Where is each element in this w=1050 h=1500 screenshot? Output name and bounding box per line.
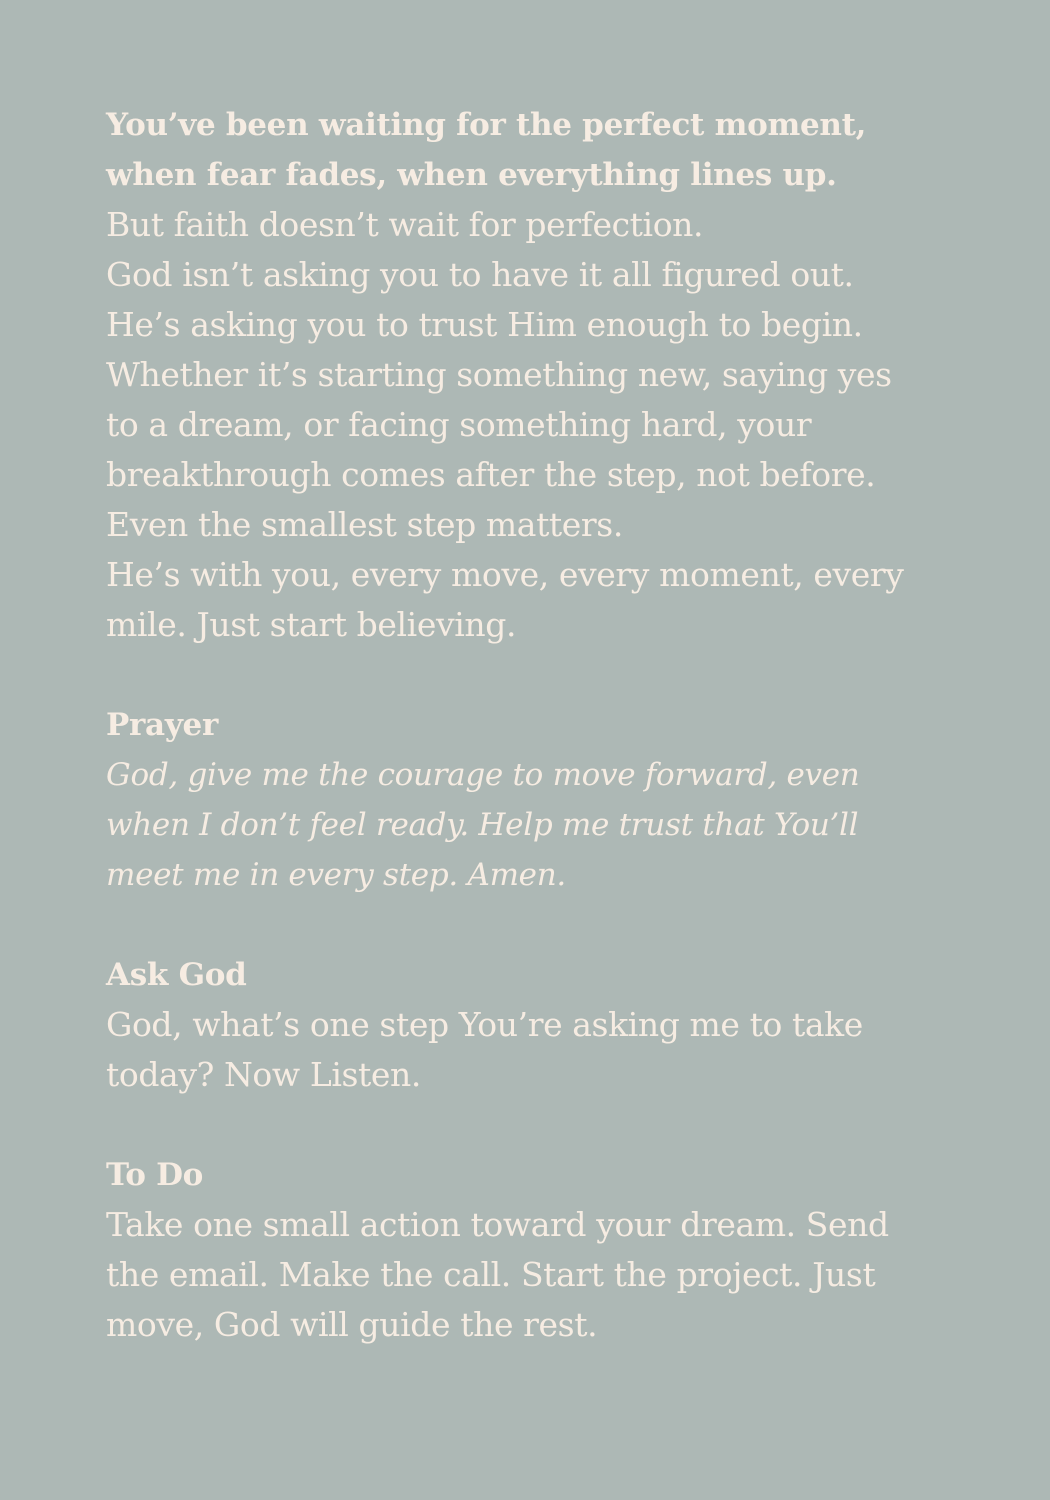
section-spacer xyxy=(106,900,950,950)
to-do-line: Take one small action toward your dream. Send xyxy=(106,1205,889,1244)
ask-god-heading: Ask God xyxy=(106,957,247,993)
intro-line: He’s asking you to trust Him enough to begin. xyxy=(106,305,863,344)
prayer-section xyxy=(106,700,950,900)
intro-line: God isn’t asking you to have it all figured out. xyxy=(106,255,854,294)
intro-line: breakthrough comes after the step, not before. xyxy=(106,455,876,494)
ask-god-line: God, what’s one step You’re asking me to take xyxy=(106,1005,863,1044)
intro-line: He’s with you, every move, every moment, every xyxy=(106,555,904,594)
to-do-heading: To Do xyxy=(106,1157,204,1193)
intro-line: mile. Just start believing. xyxy=(106,605,517,644)
intro-bold-line: when fear fades, when everything lines up. xyxy=(106,157,837,193)
prayer-line: God, give me the courage to move forward, even xyxy=(106,757,860,793)
to-do-line: move, God will guide the rest. xyxy=(106,1305,598,1344)
intro-line: Even the smallest step matters. xyxy=(106,505,623,544)
section-spacer xyxy=(106,650,950,700)
intro-line: Whether it’s starting something new, saying yes xyxy=(106,355,892,394)
to-do-section xyxy=(106,1150,950,1350)
intro-section xyxy=(106,100,950,650)
prayer-heading: Prayer xyxy=(106,707,218,743)
section-spacer xyxy=(106,1100,950,1150)
ask-god-line: today? Now Listen. xyxy=(106,1055,421,1094)
to-do-line: the email. Make the call. Start the project. Just xyxy=(106,1255,876,1294)
intro-line: But faith doesn’t wait for perfection. xyxy=(106,205,704,244)
intro-bold-line: You’ve been waiting for the perfect moment, xyxy=(106,107,867,143)
intro-line: to a dream, or facing something hard, your xyxy=(106,405,812,444)
prayer-line: when I don’t feel ready. Help me trust that You’ll xyxy=(106,807,859,843)
prayer-line: meet me in every step. Amen. xyxy=(106,857,566,893)
ask-god-section xyxy=(106,950,950,1100)
